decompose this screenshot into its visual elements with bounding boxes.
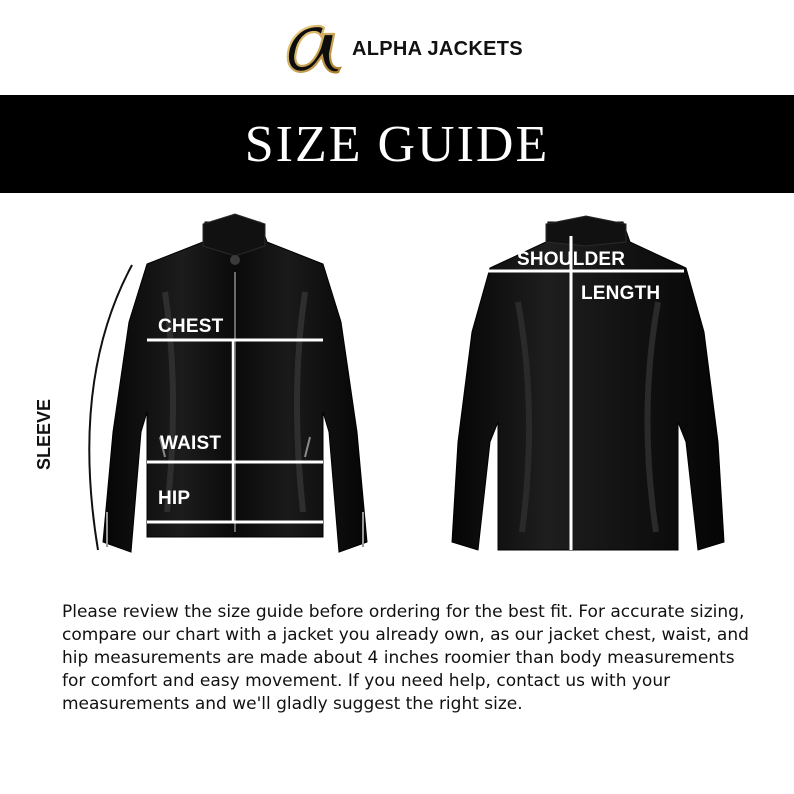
alpha-icon: [278, 14, 348, 84]
sleeve-measure-line: [70, 260, 140, 560]
waist-label: WAIST: [160, 433, 222, 454]
title-banner: [0, 95, 794, 193]
shoulder-label: SHOULDER: [517, 249, 626, 270]
size-guide-description: Please review the size guide before ordering for the best fit. For accurate sizing, compare our chart with a jacket you already own, as our jacket chest, waist, and hip measurements are made about 4 inches roomier than body measurements for comfort and easy movement. If you need help, contact us with your measurements and we'll gladly suggest the right size.: [62, 602, 749, 714]
hip-label: HIP: [158, 488, 191, 509]
page-title: SIZE GUIDE: [244, 115, 550, 173]
length-label: LENGTH: [581, 283, 661, 304]
brand-name: ALPHA JACKETS: [352, 37, 523, 60]
sleeve-label: SLEEVE: [34, 398, 54, 470]
brand-logo: [278, 14, 523, 84]
chest-label: CHEST: [158, 316, 224, 337]
